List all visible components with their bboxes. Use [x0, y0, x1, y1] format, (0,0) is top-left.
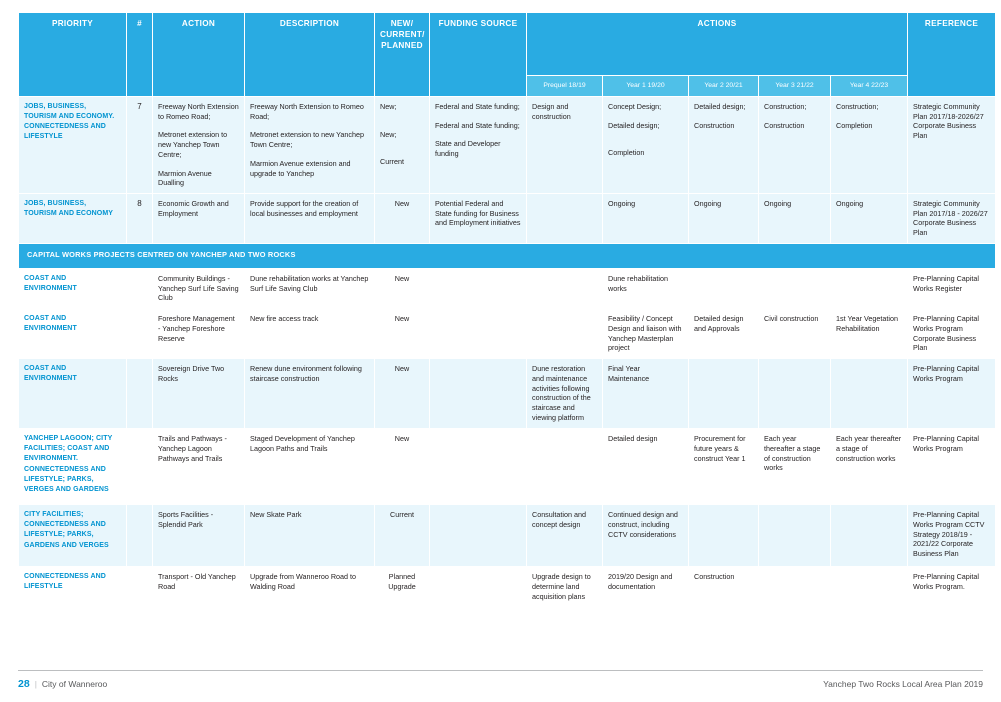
row-priority: COAST AND ENVIRONMENT: [19, 309, 127, 359]
row-year4-line: Construction;: [836, 102, 879, 111]
row-action: Community Buildings - Yanchep Surf Life Saving Club: [153, 269, 245, 309]
row-priority: COAST AND ENVIRONMENT: [19, 359, 127, 429]
row-year1-line: Concept Design;: [608, 102, 662, 111]
row-year3-line: Construction;: [764, 102, 807, 111]
row-reference: Strategic Community Plan 2017/18-2026/27 Corporate Business Plan: [908, 97, 996, 194]
row-prequel: [527, 269, 603, 309]
row-number: [127, 505, 153, 567]
row-funding: Potential Federal and State funding for Business and Employment initiatives: [430, 194, 527, 244]
row-year1-line: Completion: [608, 148, 645, 158]
row-year1: Ongoing: [603, 194, 689, 244]
spacer: [435, 130, 521, 139]
spacer: [380, 148, 424, 157]
row-number: [127, 429, 153, 505]
row-year4-line: Completion: [836, 120, 873, 130]
row-funding: [430, 429, 527, 505]
row-number: [127, 567, 153, 607]
row-year2-line: Construction: [694, 120, 735, 130]
header-line-current: CURRENT/: [380, 30, 425, 40]
header-reference: REFERENCE: [908, 13, 996, 97]
row-priority: JOBS, BUSINESS, TOURISM AND ECONOMY. CONNECTEDNESS AND LIFESTYLE: [19, 97, 127, 194]
spacer: [380, 139, 424, 148]
row-action-line: Marmion Avenue Dualling: [158, 168, 212, 188]
footer-document-title: Yanchep Two Rocks Local Area Plan 2019: [823, 679, 983, 689]
row-year3: [759, 359, 831, 429]
row-year1: Dune rehabilitation works: [603, 269, 689, 309]
header-year-2: Year 2 20/21: [689, 76, 759, 97]
row-year1: Feasibility / Concept Design and liaison with Yanchep Masterplan project: [603, 309, 689, 359]
row-description-line: Marmion Avenue extension and upgrade to Yanchep: [250, 158, 351, 178]
spacer: [694, 112, 753, 121]
table-row: [19, 194, 996, 244]
row-year3: [759, 97, 831, 194]
row-prequel: [527, 194, 603, 244]
spacer: [250, 121, 369, 130]
row-description: Renew dune environment following staircase construction: [245, 359, 375, 429]
row-funding: [430, 309, 527, 359]
row-reference: Pre-Planning Capital Works Register: [908, 269, 996, 309]
row-description: [245, 97, 375, 194]
row-status-line: Planned: [388, 572, 416, 582]
header-year-1: Year 1 19/20: [603, 76, 689, 97]
row-year2: Procurement for future years & construct Year 1: [689, 429, 759, 505]
header-line-new: NEW/: [390, 19, 414, 28]
row-priority: YANCHEP LAGOON; CITY FACILITIES; COAST AND ENVIRONMENT. CONNECTEDNESS AND LIFESTYLE; PARKS, VERGES AND GARDENS: [19, 429, 127, 505]
row-funding: [430, 97, 527, 194]
row-description: Provide support for the creation of local businesses and employment: [245, 194, 375, 244]
row-reference: Pre-Planning Capital Works Program: [908, 359, 996, 429]
header-priority: PRIORITY: [19, 13, 127, 97]
row-number: 7: [127, 97, 153, 194]
spacer: [764, 112, 825, 121]
header-year-4: Year 4 22/23: [831, 76, 908, 97]
row-prequel: [527, 429, 603, 505]
row-priority: JOBS, BUSINESS, TOURISM AND ECONOMY: [19, 194, 127, 244]
row-action: [153, 97, 245, 194]
row-status-line: New;: [380, 129, 397, 139]
header-action: ACTION: [153, 13, 245, 97]
row-description: New fire access track: [245, 309, 375, 359]
row-year2: [689, 359, 759, 429]
row-status: New: [375, 429, 430, 505]
row-year4: [831, 359, 908, 429]
spacer: [608, 112, 683, 121]
row-description: New Skate Park: [245, 505, 375, 567]
spacer: [158, 121, 239, 130]
row-funding: [430, 505, 527, 567]
row-funding: [430, 567, 527, 607]
row-year3: [759, 269, 831, 309]
row-prequel: Design and construction: [527, 97, 603, 194]
spacer: [608, 139, 683, 148]
row-action: Sovereign Drive Two Rocks: [153, 359, 245, 429]
row-reference: Strategic Community Plan 2017/18 - 2026/27 Corporate Business Plan: [908, 194, 996, 244]
row-priority: COAST AND ENVIRONMENT: [19, 269, 127, 309]
row-reference: Pre-Planning Capital Works Program Corporate Business Plan: [908, 309, 996, 359]
row-year4: Each year thereafter a stage of construction works: [831, 429, 908, 505]
row-year3: [759, 567, 831, 607]
spacer: [380, 121, 424, 130]
footer-separator: |: [34, 679, 37, 689]
row-status-line: Current: [380, 157, 404, 167]
row-year2-line: Detailed design;: [694, 102, 746, 111]
row-year4: [831, 97, 908, 194]
header-actions: ACTIONS: [527, 13, 908, 76]
section-band: [19, 244, 996, 269]
row-funding-line: Federal and State funding;: [435, 102, 520, 111]
table-row: [19, 359, 996, 429]
row-action-line: Freeway North Extension to Romeo Road;: [158, 102, 239, 121]
row-year1: 2019/20 Design and documentation: [603, 567, 689, 607]
row-year2: Ongoing: [689, 194, 759, 244]
row-year1: Final Year Maintenance: [603, 359, 689, 429]
row-funding-line: State and Developer funding: [435, 139, 501, 159]
spacer: [608, 130, 683, 139]
row-status: New: [375, 309, 430, 359]
row-action: Foreshore Management - Yanchep Foreshore Reserve: [153, 309, 245, 359]
header-new-current-planned: [375, 13, 430, 97]
row-description-line: Metronet extension to new Yanchep Town Centre;: [250, 130, 365, 150]
spacer: [836, 112, 902, 121]
header-description: DESCRIPTION: [245, 13, 375, 97]
spacer: [380, 112, 424, 121]
header-number: #: [127, 13, 153, 97]
table-row: [19, 567, 996, 607]
row-priority: CONNECTEDNESS AND LIFESTYLE: [19, 567, 127, 607]
header-year-3: Year 3 21/22: [759, 76, 831, 97]
row-number: [127, 359, 153, 429]
row-year4: [831, 505, 908, 567]
footer-organisation: City of Wanneroo: [41, 679, 108, 689]
row-year4: [831, 269, 908, 309]
row-year1: [603, 97, 689, 194]
row-prequel: Dune restoration and maintenance activities following construction of the staircase and viewing platform: [527, 359, 603, 429]
header-funding-source: FUNDING SOURCE: [430, 13, 527, 97]
row-reference: Pre-Planning Capital Works Program: [908, 429, 996, 505]
row-action: Trails and Pathways - Yanchep Lagoon Pathways and Trails: [153, 429, 245, 505]
row-action-line: Metronet extension to new Yanchep Town Centre;: [158, 130, 228, 159]
action-plan-table: [18, 12, 996, 607]
row-year4: [831, 567, 908, 607]
row-description: Dune rehabilitation works at Yanchep Surf Life Saving Club: [245, 269, 375, 309]
header-year-prequel: Prequel 18/19: [527, 76, 603, 97]
row-prequel: [527, 309, 603, 359]
table-row: [19, 309, 996, 359]
section-band-label: CAPITAL WORKS PROJECTS CENTRED ON YANCHEP AND TWO ROCKS: [19, 244, 996, 269]
spacer: [158, 160, 239, 169]
row-year2: Detailed design and Approvals: [689, 309, 759, 359]
row-prequel: Upgrade design to determine land acquisition plans: [527, 567, 603, 607]
table-row: [19, 429, 996, 505]
row-action: Economic Growth and Employment: [153, 194, 245, 244]
page-number: 28: [18, 678, 30, 690]
row-action: Sports Facilities - Splendid Park: [153, 505, 245, 567]
table-row: [19, 97, 996, 194]
table-row: [19, 505, 996, 567]
row-status: [375, 97, 430, 194]
header-line-planned: PLANNED: [381, 41, 423, 51]
row-year3: Civil construction: [759, 309, 831, 359]
row-action: Transport - Old Yanchep Road: [153, 567, 245, 607]
row-year3: [759, 505, 831, 567]
row-number: [127, 269, 153, 309]
spacer: [250, 150, 369, 159]
row-description: Staged Development of Yanchep Lagoon Paths and Trails: [245, 429, 375, 505]
row-prequel: Consultation and concept design: [527, 505, 603, 567]
footer-left: [18, 678, 107, 690]
row-year1: Continued design and construct, including CCTV considerations: [603, 505, 689, 567]
row-year3: Ongoing: [759, 194, 831, 244]
row-status-line: Upgrade: [388, 581, 416, 591]
row-reference: Pre-Planning Capital Works Program CCTV Strategy 2018/19 - 2021/22 Corporate Business Plan: [908, 505, 996, 567]
row-description: Upgrade from Wanneroo Road to Walding Road: [245, 567, 375, 607]
row-number: [127, 309, 153, 359]
row-year3: Each year thereafter a stage of construction works: [759, 429, 831, 505]
row-year4: 1st Year Vegetation Rehabilitation: [831, 309, 908, 359]
table-row: [19, 269, 996, 309]
row-description-line: Freeway North Extension to Romeo Road;: [250, 102, 364, 121]
row-status: [375, 567, 430, 607]
row-year3-line: Construction: [764, 120, 805, 130]
row-year1: Detailed design: [603, 429, 689, 505]
row-reference: Pre-Planning Capital Works Program.: [908, 567, 996, 607]
row-status: New: [375, 359, 430, 429]
page-footer: [18, 670, 983, 690]
row-status-line: New;: [380, 102, 397, 111]
row-funding: [430, 359, 527, 429]
table-header: [19, 13, 996, 97]
row-funding: [430, 269, 527, 309]
row-funding-line: Federal and State funding;: [435, 120, 520, 130]
row-priority: CITY FACILITIES; CONNECTEDNESS AND LIFESTYLE; PARKS, GARDENS AND VERGES: [19, 505, 127, 567]
row-number: 8: [127, 194, 153, 244]
row-year2: [689, 505, 759, 567]
row-year4: Ongoing: [831, 194, 908, 244]
row-status: New: [375, 194, 430, 244]
row-year2: [689, 269, 759, 309]
row-year2: [689, 97, 759, 194]
row-year2: Construction: [689, 567, 759, 607]
spacer: [435, 112, 521, 121]
row-status: Current: [375, 505, 430, 567]
row-status: New: [375, 269, 430, 309]
row-year1-line: Detailed design;: [608, 120, 660, 130]
